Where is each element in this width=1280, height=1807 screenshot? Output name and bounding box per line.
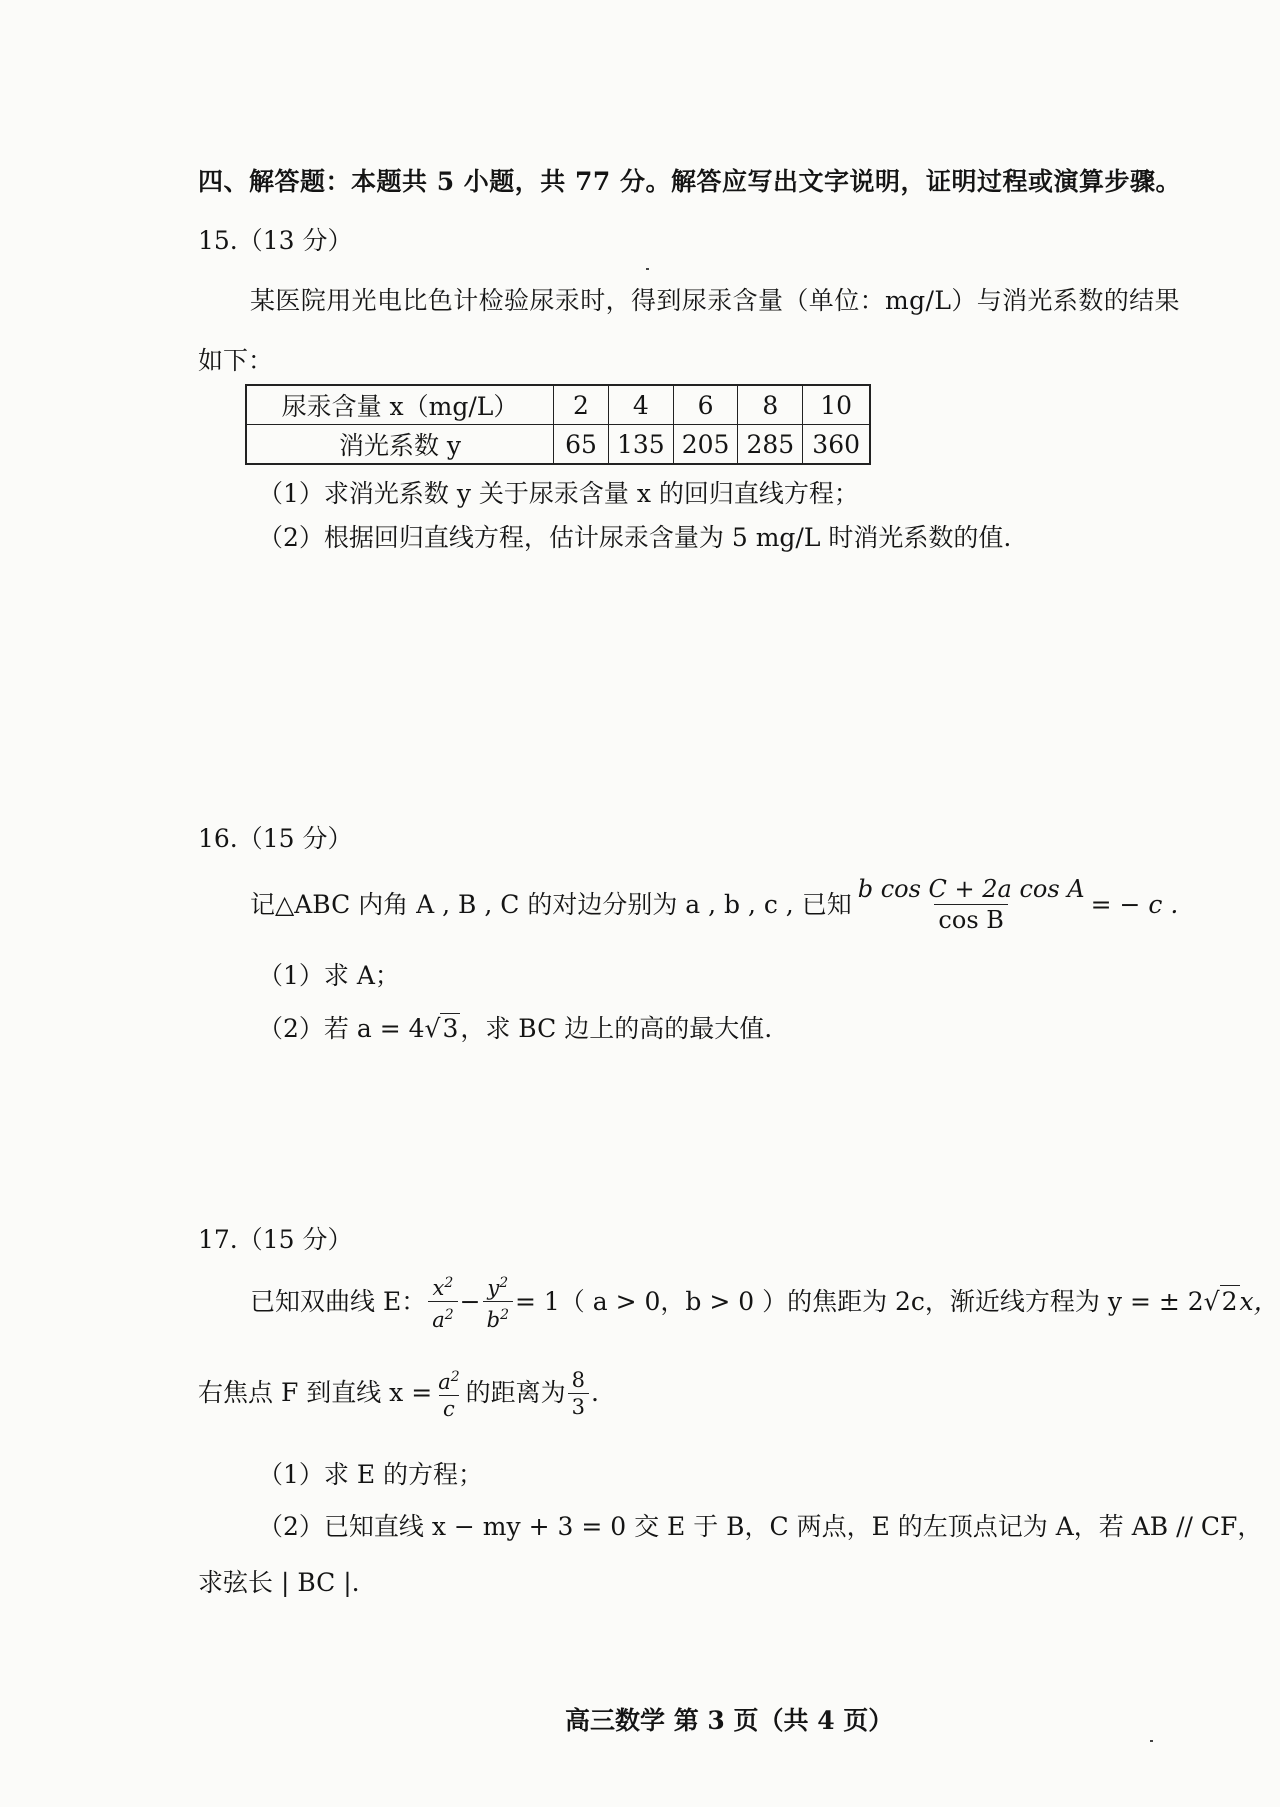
q17-line2-end: . (591, 1378, 599, 1407)
table-cell: 4 (609, 385, 674, 425)
q16-fraction (854, 876, 1089, 933)
q16-stem-prefix: 记△ABC 内角 A , B , C 的对边分别为 a , b , c , 已知 (250, 889, 852, 919)
frac-numerator: $x^2$ (432, 1275, 454, 1300)
minus-sign: − (459, 1286, 481, 1316)
q17-line2-middle: 的距离为 (465, 1378, 566, 1407)
q17-stem (250, 1272, 1279, 1331)
row-label-x: 尿汞含量 x（mg/L） (246, 385, 554, 425)
table-cell: 6 (673, 385, 738, 425)
scan-speck (1150, 1740, 1153, 1742)
q16-part2 (258, 1013, 772, 1045)
page-footer: 高三数学 第 3 页（共 4 页） (565, 1706, 894, 1735)
q17-part2-line1: （2）已知直线 x − my + 3 = 0 交 E 于 B，C 两点，E 的左顶点记为 A，若 AB // CF， (258, 1512, 1263, 1541)
q16-fraction-numerator: b cos C + 2a cos A (857, 875, 1085, 903)
q15-intro-line2: 如下： (198, 346, 274, 375)
table-cell: 8 (738, 385, 803, 425)
q16-number: 16.（15 分） (198, 824, 353, 853)
q16-part2-prefix: （2）若 a = 4 (258, 1014, 425, 1043)
q16-part2-suffix: ，求 BC 边上的高的最大值. (460, 1014, 773, 1043)
q17-frac-y (483, 1272, 513, 1331)
table-cell: 65 (554, 425, 609, 465)
q17-stem-middle: = 1（ a > 0，b > 0 ）的焦距为 2c，渐近线方程为 y = ± 2 (514, 1286, 1204, 1316)
q15-data-table (245, 384, 871, 465)
table-cell: 360 (803, 425, 871, 465)
q17-line2 (198, 1366, 599, 1420)
frac-numerator: $a^2$ (438, 1369, 460, 1394)
q16-stem (250, 876, 1178, 933)
q17-line2-prefix: 右焦点 F 到直线 x = (198, 1378, 433, 1407)
frac-denominator: $b^2$ (483, 1301, 513, 1331)
q17-frac-8-3 (568, 1369, 589, 1418)
q17-part1: （1）求 E 的方程； (258, 1460, 484, 1489)
q17-part2-line2: 求弦长 | BC |. (198, 1568, 360, 1597)
table-row (246, 425, 870, 465)
q17-number: 17.（15 分） (198, 1225, 353, 1254)
sqrt-sign: √ (424, 1014, 441, 1043)
table-cell: 285 (738, 425, 803, 465)
frac-denominator: 3 (568, 1393, 589, 1418)
q17-frac-a2-c (434, 1366, 463, 1420)
q15-intro-line1: 某医院用光电比色计检验尿汞时，得到尿汞含量（单位：mg/L）与消光系数的结果 (250, 286, 1180, 315)
table-cell: 2 (554, 385, 609, 425)
q15-part1: （1）求消光系数 y 关于尿汞含量 x 的回归直线方程； (258, 479, 859, 508)
row-label-y: 消光系数 y (246, 425, 554, 465)
sqrt-sign: √ (1203, 1286, 1220, 1316)
q17-stem-end: x， (1239, 1286, 1279, 1316)
frac-denominator: c (439, 1395, 459, 1420)
q17-stem-prefix: 已知双曲线 E： (250, 1286, 427, 1316)
q17-stem-radicand: 2 (1221, 1287, 1238, 1316)
q17-frac-x (428, 1272, 457, 1331)
frac-numerator: $y^2$ (487, 1275, 509, 1300)
frac-numerator: 8 (571, 1367, 586, 1392)
q16-part2-radicand: 3 (442, 1014, 459, 1043)
q16-fraction-denominator: cos B (934, 904, 1007, 933)
section-heading: 四、解答题：本题共 5 小题，共 77 分。解答应写出文字说明，证明过程或演算步骤。 (198, 167, 1182, 196)
table-cell: 205 (673, 425, 738, 465)
table-cell: 10 (803, 385, 871, 425)
q15-part2: （2）根据回归直线方程，估计尿汞含量为 5 mg/L 时消光系数的值. (258, 523, 1012, 552)
frac-denominator: $a^2$ (428, 1301, 457, 1331)
scan-speck (646, 268, 649, 270)
table-row (246, 385, 870, 425)
q16-stem-suffix: = − c . (1090, 889, 1179, 919)
q16-part1: （1）求 A； (258, 961, 400, 990)
table-cell: 135 (609, 425, 674, 465)
q15-number: 15.（13 分） (198, 226, 353, 255)
